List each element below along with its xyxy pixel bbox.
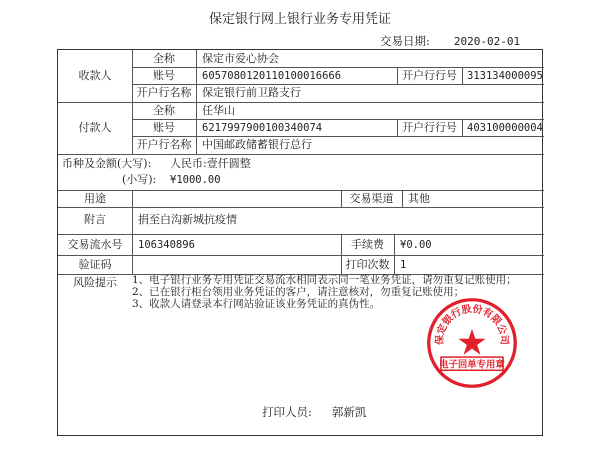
payee-account-label: 账号 (153, 69, 175, 82)
trade-date (380, 33, 520, 49)
payee-bank-label: 开户行名称 (136, 86, 192, 99)
payer-name: 任华山 (202, 104, 235, 117)
payee-bank-no: 313134000095 (467, 70, 543, 82)
amount-lower-label: (小写): (122, 173, 157, 186)
payer-name-label: 全称 (153, 104, 175, 117)
amount-lower: ¥1000.00 (170, 174, 221, 186)
code-label: 验证码 (78, 258, 112, 271)
payer-account: 6217997900100340074 (202, 122, 323, 134)
trade-date-label: 交易日期: (380, 34, 430, 48)
payee-bank: 保定银行前卫路支行 (202, 86, 301, 99)
svg-text:电子回单专用章: 电子回单专用章 (439, 359, 505, 371)
channel-value: 其他 (408, 192, 430, 205)
fee-value: ¥0.00 (400, 239, 432, 251)
amount-upper-label: 币种及金额(大写): (62, 157, 152, 170)
voucher-title: 保定银行网上银行业务专用凭证 (208, 12, 391, 27)
payer-bank-no-label: 开户行行号 (402, 121, 457, 134)
payer-bank-label: 开户行名称 (136, 138, 192, 151)
serial-value: 106340896 (138, 239, 195, 251)
payee-section-label: 收款人 (78, 69, 112, 82)
risk-line: 2、已在银行柜台领用业务凭证的客户，请注意核对，勿重复记账使用； (132, 286, 465, 298)
print-count-value: 1 (400, 259, 407, 271)
payer-bank: 中国邮政储蓄银行总行 (202, 138, 312, 151)
fee-label: 手续费 (351, 238, 384, 251)
risk-label: 风险提示 (73, 276, 117, 289)
voucher-table (57, 49, 543, 436)
amount-upper: 人民币:壹仟圆整 (170, 157, 251, 170)
printer-row (262, 404, 366, 420)
printer-label: 打印人员: (262, 405, 312, 419)
svg-text:保定银行股份有限公司: 保定银行股份有限公司 (434, 303, 510, 346)
risk-line: 1、电子银行业务专用凭证交易流水相同表示同一笔业务凭证，请勿重复记账使用； (132, 274, 517, 286)
memo-label: 附言 (84, 213, 106, 226)
payee-bank-no-label: 开户行行号 (402, 69, 457, 82)
channel-label: 交易渠道 (349, 192, 394, 205)
purpose-label: 用途 (84, 192, 106, 205)
serial-label: 交易流水号 (67, 238, 123, 251)
payer-account-label: 账号 (153, 121, 175, 134)
risk-line: 3、收款人请登录本行网站验证该业务凭证的真伪性。 (132, 298, 381, 310)
payee-name: 保定市爱心协会 (202, 52, 279, 65)
printer-name: 郭新凯 (331, 405, 367, 419)
payer-bank-no: 403100000004 (467, 122, 543, 134)
payer-section-label: 付款人 (78, 121, 112, 134)
payee-name-label: 全称 (153, 52, 175, 65)
payee-account: 6057080120110100016666 (202, 70, 342, 82)
print-count-label: 打印次数 (345, 258, 390, 271)
trade-date-value: 2020-02-01 (453, 35, 521, 48)
memo-value: 捐至白沟新城抗疫情 (138, 213, 237, 226)
seal-stamp-icon (425, 296, 519, 390)
